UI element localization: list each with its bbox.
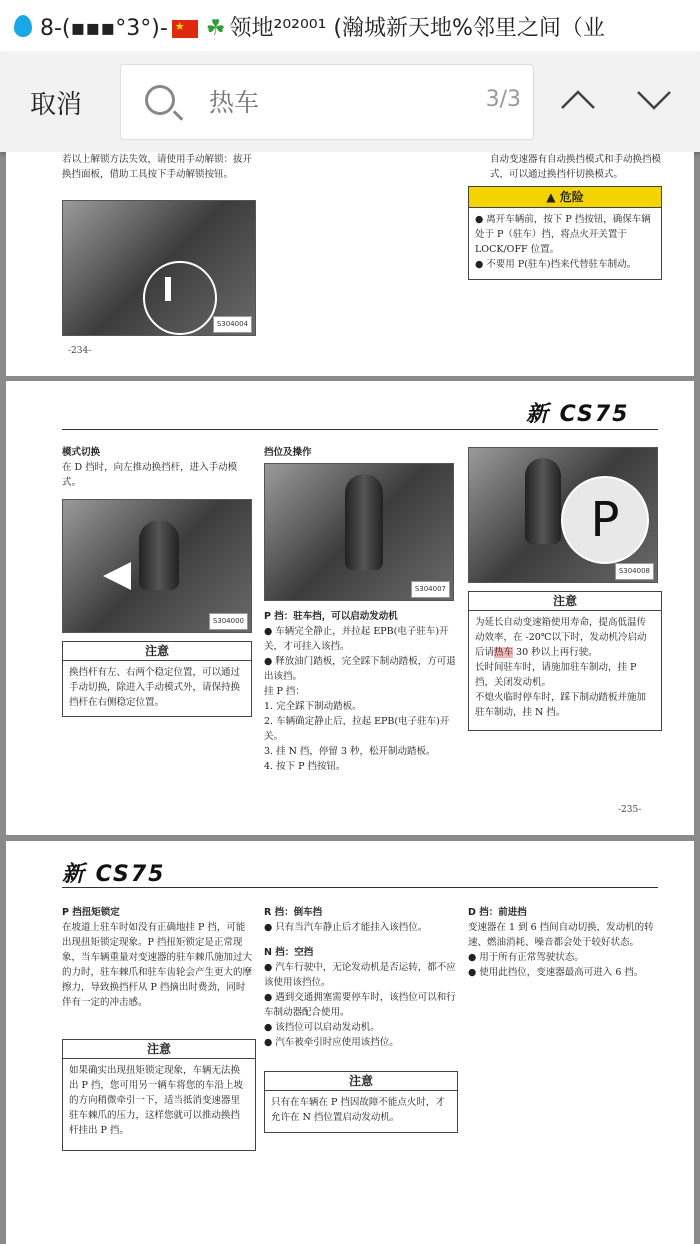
- note-title: 注意: [63, 642, 251, 661]
- unlock-text: 若以上解锁方法失效，请使用手动解锁：拔开换挡面板，借助工具按下手动解锁按钮。: [62, 154, 253, 180]
- water-drop-icon: [14, 15, 32, 37]
- mode-text: 在 D 挡时，向左推动换挡杆，进入手动模式。: [62, 462, 238, 488]
- status-bar: [0, 0, 700, 52]
- photo-code: S304000: [209, 613, 248, 630]
- gear-heading: 挡位及操作: [264, 447, 312, 458]
- p-gear-item: ● 车辆完全静止，并拉起 EPB(电子驻车)开关，才可挂入该挡。: [264, 626, 449, 652]
- arrow-left-icon: [103, 562, 131, 590]
- photo-code: S304008: [615, 563, 654, 580]
- status-text: 8-(▪▪▪°3°)-: [40, 15, 168, 41]
- r-gear-item: ● 只有当汽车静止后才能挂入该挡位。: [264, 922, 428, 933]
- cancel-button[interactable]: 取消: [30, 90, 83, 120]
- d-gear-text: 变速器在 1 到 6 挡间自动切换，发动机的转速、燃油消耗、噪音都会处于较好状态。: [468, 922, 654, 948]
- d-gear-item: ● 使用此挡位，变速器最高可进入 6 挡。: [468, 967, 644, 978]
- p-gear-item: 1. 完全踩下制动踏板。: [264, 701, 362, 712]
- danger-item: ● 不要用 P(驻车)挡来代替驻车制动。: [475, 259, 637, 270]
- note-title: 注意: [63, 1040, 255, 1059]
- note-text: 换挡杆有左、右两个稳定位置，可以通过手动切换，除进入手动模式外，请保持换挡杆在右侧稳定位置。: [69, 667, 241, 708]
- note-box: [264, 1071, 458, 1133]
- n-gear-item: ● 遇到交通拥塞需要停车时，该挡位可以和行车制动器配合使用。: [264, 992, 456, 1018]
- n-gear-item: ● 汽车被牵引时应使用该挡位。: [264, 1037, 399, 1048]
- brand-logo: 新 CS75: [62, 862, 166, 887]
- mode-intro-text: 自动变速器有自动换挡模式和手动换挡模式，可以通过换挡杆切换模式。: [490, 154, 662, 180]
- note-box: [62, 641, 252, 717]
- chevron-up-icon: [558, 80, 598, 120]
- page-number: -234-: [68, 346, 92, 356]
- p-gear-item: 4. 按下 P 挡按钮。: [264, 761, 346, 772]
- p-gear-item: 2. 车辆确定静止后，拉起 EPB(电子驻车)开关。: [264, 716, 450, 742]
- search-box[interactable]: [120, 64, 534, 140]
- next-match-button[interactable]: [634, 80, 674, 120]
- status-text-2: 领地²⁰²⁰⁰¹ (瀚城新天地%邻里之间（业: [229, 15, 605, 41]
- note-box-warmup: [468, 591, 662, 731]
- note-box: [62, 1039, 256, 1151]
- torque-lock-text: 在坡道上驻车时如没有正确地挂 P 挡，可能出现扭矩锁定现象。P 挡扭矩锁定是正常现象，当车辆重量对变速器的驻车棘爪施加过大的力时，驻车棘爪和驻车齿轮会产生更大的摩擦力，导致换挡杆从 P 挡摘出时费劲，同时伴有一定的冲击感。: [62, 922, 253, 1008]
- document-page-234: [6, 152, 694, 376]
- note-title: 注意: [469, 592, 661, 611]
- arrow-down-icon: [165, 277, 171, 301]
- p-gear-item: 3. 挂 N 挡，停留 3 秒，松开制动踏板。: [264, 746, 436, 757]
- clover-icon: ☘: [205, 15, 226, 41]
- document-page-236: [6, 841, 694, 1244]
- note-title: 注意: [265, 1072, 457, 1091]
- n-gear-item: ● 汽车行驶中，无论发动机是否运转，都不应该使用该挡位。: [264, 962, 456, 988]
- p-gear-item: 挂 P 挡：: [264, 686, 305, 697]
- shifter-unlock-photo: [62, 200, 256, 336]
- search-toolbar: [0, 52, 700, 152]
- match-count: 3/3: [485, 87, 521, 112]
- mode-heading: 模式切换: [62, 447, 101, 458]
- note-text: 如果确实出现扭矩锁定现象，车辆无法换出 P 挡，您可用另一辆车将您的车沿上坡的方向稍微牵引一下，适当抵消变速器里驻车棘爪的压力，这样您就可以推动换挡杆挂出 P 挡。: [69, 1065, 243, 1136]
- note-text: 只有在车辆在 P 挡因故障不能点火时，才允许在 N 挡位置启动发动机。: [271, 1097, 445, 1123]
- p-button-photo: [468, 447, 658, 583]
- note-text: 不熄火临时停车时，踩下制动踏板并施加驻车制动，挂 N 挡。: [475, 692, 647, 718]
- search-highlight: 热车: [494, 647, 514, 658]
- danger-item: ● 离开车辆前，按下 P 挡按钮，确保车辆处于 P（驻车）挡，将点火开关置于 LOCK/OFF 位置。: [475, 214, 651, 255]
- photo-code: S304004: [213, 316, 252, 333]
- torque-lock-heading: P 挡扭矩锁定: [62, 907, 120, 918]
- chevron-down-icon: [634, 80, 674, 120]
- d-gear-item: ● 用于所有正常驾驶状态。: [468, 952, 584, 963]
- d-gear-heading: D 挡：前进挡: [468, 907, 527, 918]
- brand-logo: 新 CS75: [526, 402, 630, 427]
- p-gear-item: ● 释放油门踏板，完全踩下制动踏板，方可退出该挡。: [264, 656, 456, 682]
- p-button-callout: P: [561, 476, 649, 564]
- note-text: 30 秒以上再行驶。: [513, 647, 598, 658]
- danger-title: ▲ 危险: [469, 187, 661, 208]
- note-text: 为延长自动变速箱使用寿命，提高低温传动效率，在 -20℃以下时，发动机冷启动后请: [475, 617, 647, 658]
- n-gear-item: ● 该挡位可以启动发动机。: [264, 1022, 380, 1033]
- p-gear-heading: P 挡：驻车挡，可以启动发动机: [264, 611, 398, 622]
- r-gear-heading: R 挡：倒车挡: [264, 907, 323, 918]
- china-flag-icon: [172, 20, 198, 38]
- danger-box: [468, 186, 662, 280]
- page-number: -235-: [618, 805, 642, 815]
- note-text: 长时间驻车时，请施加驻车制动，挂 P 挡，关闭发动机。: [475, 662, 637, 688]
- n-gear-heading: N 挡：空挡: [264, 947, 314, 958]
- previous-match-button[interactable]: [558, 80, 598, 120]
- document-page-235: [6, 381, 694, 835]
- search-input[interactable]: [207, 83, 461, 121]
- search-icon: [145, 85, 175, 115]
- photo-code: S304007: [411, 581, 450, 598]
- shifter-photo: [264, 463, 454, 601]
- mode-switch-photo: [62, 499, 252, 633]
